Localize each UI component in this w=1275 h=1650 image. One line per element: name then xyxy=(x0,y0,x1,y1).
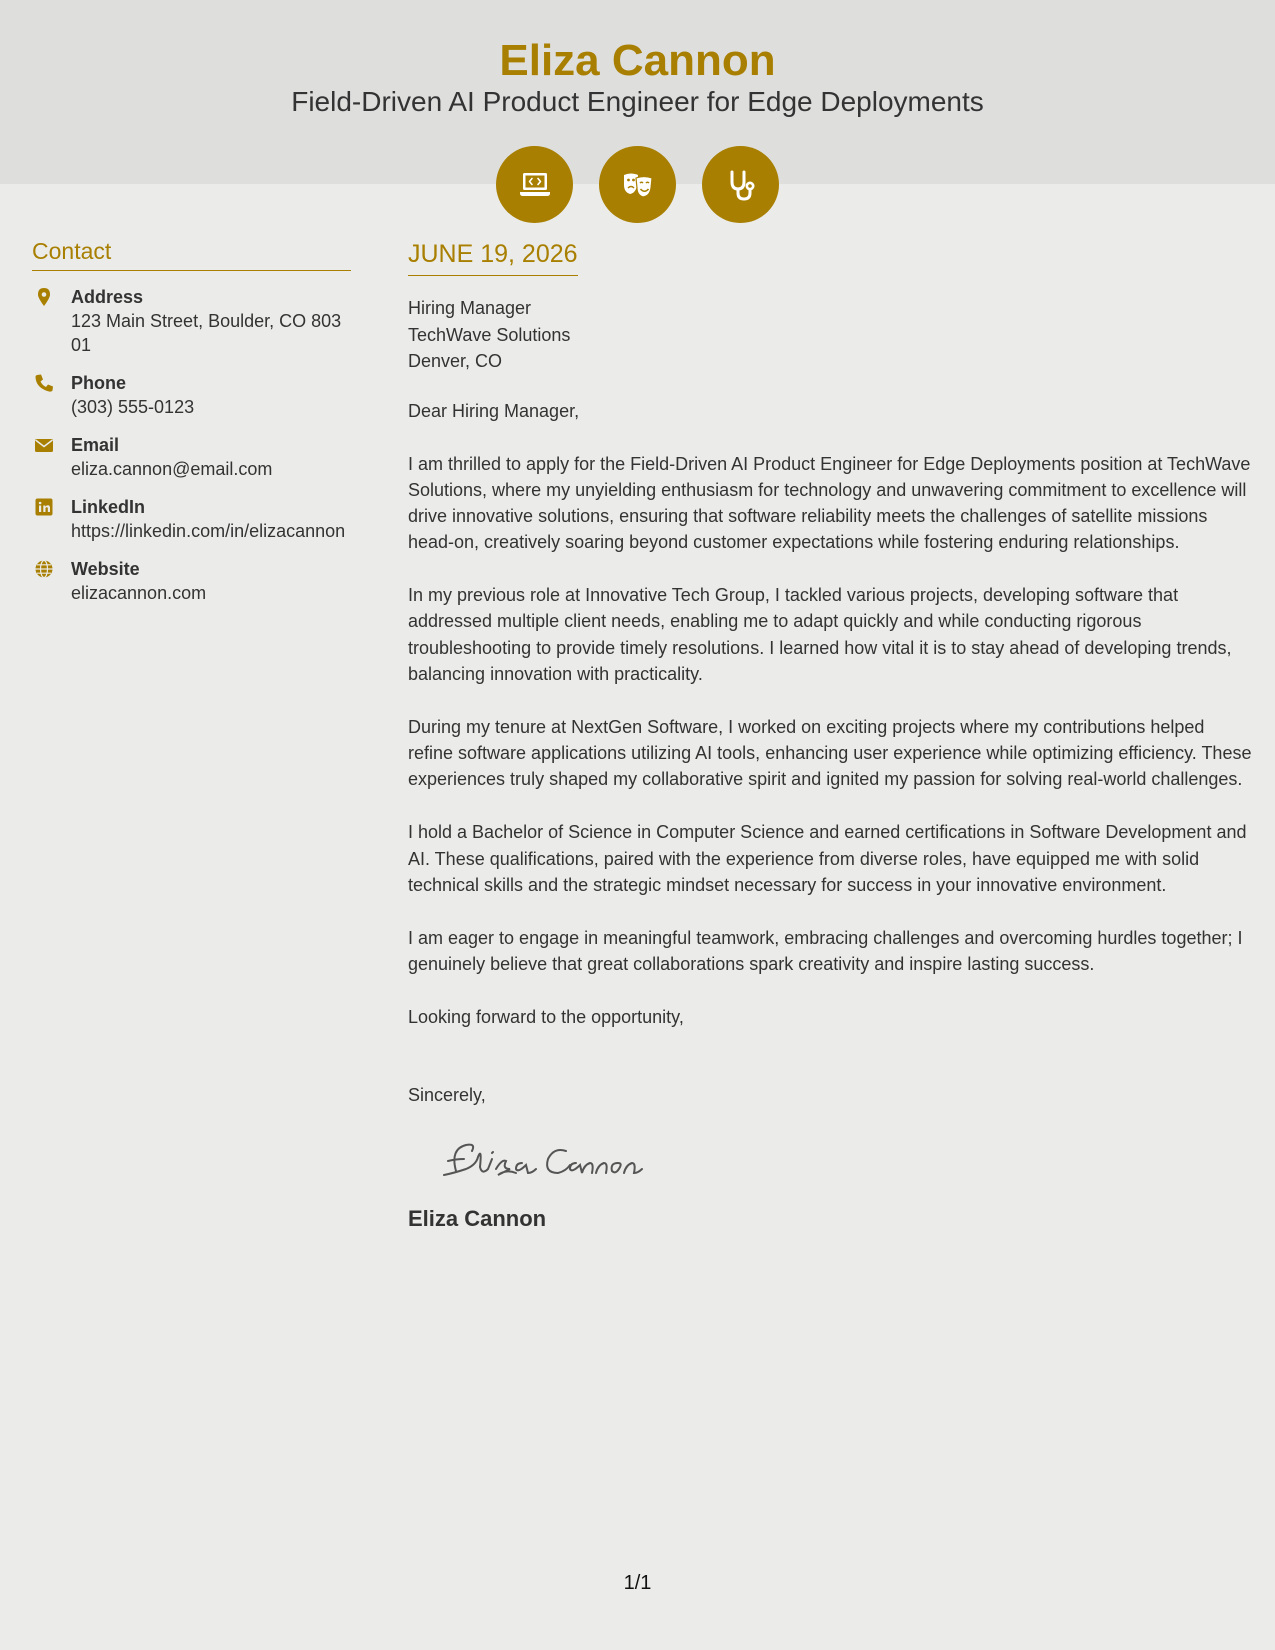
contact-website xyxy=(32,557,351,605)
address-label: Address xyxy=(71,287,144,307)
recipient-line: Hiring Manager xyxy=(408,298,532,318)
letter-paragraph: I am eager to engage in meaningful teamwork, embracing challenges and overcoming hurdles together; I genuinely believe that great collaborations spark creativity and inspire lasting success. xyxy=(408,927,1243,974)
letter-date: JUNE 19, 2026 xyxy=(408,240,578,276)
letter-paragraph: During my tenure at NextGen Software, I worked on exciting projects where my contributions helped refine software applications utilizing AI tools, enhancing user experience while optimizing efficiency. These experiences truly shaped my collaborative spirit and ignited my passion for solving real-world challenges. xyxy=(408,716,1252,790)
letter-paragraph: In my previous role at Innovative Tech Group, I tackled various projects, developing software that addressed multiple client needs, enabling me to adapt quickly and while conducting rigorous troubleshooting to provide timely resolutions. I learned how vital it is to stay ahead of developing trends, balancing innovation with practicality. xyxy=(408,585,1232,685)
envelope-icon xyxy=(34,435,54,455)
theater-masks-icon xyxy=(599,146,676,223)
letter-paragraph: I hold a Bachelor of Science in Computer Science and earned certifications in Software Development and AI. These qualifications, paired with the experience from diverse roles, have equipped me with solid technical skills and the strategic mindset necessary for success in your innovative environment. xyxy=(408,822,1247,895)
linkedin-value[interactable]: https://linkedin.com/in/elizacannon xyxy=(71,521,346,541)
website-value[interactable]: elizacannon.com xyxy=(71,583,207,603)
map-pin-icon xyxy=(34,287,54,307)
salutation: Dear Hiring Manager, xyxy=(408,400,580,421)
globe-icon xyxy=(34,559,54,579)
contact-phone xyxy=(32,371,351,419)
contact-sidebar xyxy=(32,238,351,605)
website-label: Website xyxy=(71,559,140,579)
recipient-line: TechWave Solutions xyxy=(408,324,571,345)
signer-name: Eliza Cannon xyxy=(408,1205,547,1231)
applicant-name: Eliza Cannon xyxy=(499,36,776,85)
recipient-line: Denver, CO xyxy=(408,351,503,371)
icon-row xyxy=(0,146,1275,223)
signature-image xyxy=(436,1129,656,1189)
stethoscope-icon xyxy=(702,146,779,223)
contact-heading: Contact xyxy=(32,238,351,271)
closing: Sincerely, xyxy=(408,1085,486,1106)
email-label: Email xyxy=(71,435,120,455)
linkedin-label: LinkedIn xyxy=(71,497,146,517)
linkedin-icon xyxy=(34,497,54,517)
laptop-code-icon xyxy=(496,146,573,223)
phone-label: Phone xyxy=(71,373,127,393)
letter-body xyxy=(408,240,1253,1232)
job-title: Field-Driven AI Product Engineer for Edge Deployments xyxy=(291,86,984,117)
letter-paragraph: Looking forward to the opportunity, xyxy=(408,1006,684,1027)
phone-value: (303) 555-0123 xyxy=(71,397,195,417)
letter-paragraph: I am thrilled to apply for the Field-Driven AI Product Engineer for Edge Deployments position at TechWave Solutions, where my unyielding enthusiasm for technology and unwavering commitment to excellence will drive innovative solutions, ensuring that software reliability meets the challenges of satellite missions head-on, creatively soaring beyond customer expectations while fostering enduring relationships. xyxy=(408,453,1251,553)
contact-address xyxy=(32,285,351,357)
phone-icon xyxy=(34,373,54,393)
contact-linkedin xyxy=(32,495,351,543)
email-value[interactable]: eliza.cannon@email.com xyxy=(71,459,273,479)
address-value: 123 Main Street, Boulder, CO 80301 xyxy=(71,311,342,355)
recipient-block xyxy=(408,295,1253,375)
page-number: 1/1 xyxy=(623,1572,652,1594)
contact-email xyxy=(32,433,351,481)
